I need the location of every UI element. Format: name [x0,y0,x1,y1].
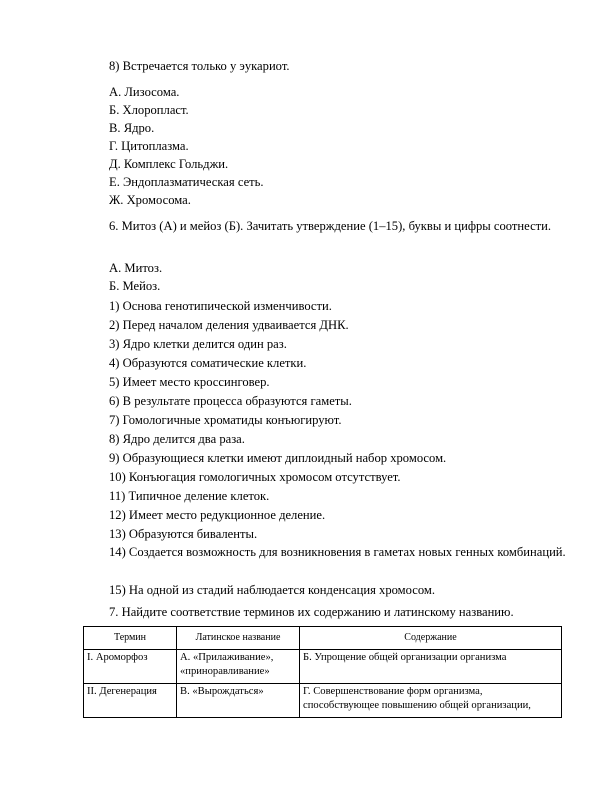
table-cell: Г. Совершенствование форм организма, способствующее повышению общей организации, [300,684,562,718]
q6-choice: Б. Мейоз. [109,279,161,293]
q6-statement: 13) Образуются биваленты. [109,527,258,541]
q6-statement: 3) Ядро клетки делится один раз. [109,337,287,351]
q5-option: Е. Эндоплазматическая сеть. [109,175,264,189]
table-cell: В. «Вырождаться» [177,684,300,718]
table-row [84,650,562,684]
q5-option: Б. Хлоропласт. [109,103,189,117]
q6-statement: 4) Образуются соматические клетки. [109,356,307,370]
q6-statement: 5) Имеет место кроссинговер. [109,375,270,389]
q6-statement: 12) Имеет место редукционное деление. [109,508,326,522]
q5-option: Д. Комплекс Гольджи. [109,157,229,171]
terms-table [83,626,562,718]
q6-choice: А. Митоз. [109,261,163,275]
q6-statement: 8) Ядро делится два раза. [109,432,245,446]
header-latin-name: Латинское название [177,627,300,650]
q5-option: Ж. Хромосома. [109,193,191,207]
q6-statement: 7) Гомологичные хроматиды конъюгируют. [109,413,342,427]
header-content: Содержание [300,627,562,650]
q6-statement: 14) Создается возможность для возникновения в гаметах новых генных комбинаций. [109,545,566,559]
header-term: Термин [84,627,177,650]
table-cell: Б. Упрощение общей организации организма [300,650,562,684]
q6-statement: 11) Типичное деление клеток. [109,489,270,503]
q5-option: А. Лизосома. [109,85,180,99]
q6-statement: 2) Перед началом деления удваивается ДНК. [109,318,349,332]
q5-option: Г. Цитоплазма. [109,139,189,153]
table-cell: I. Ароморфоз [84,650,177,684]
table-header-row [84,627,562,650]
q6-statement: 10) Конъюгация гомологичных хромосом отсутствует. [109,470,401,484]
q6-statement: 1) Основа генотипической изменчивости. [109,299,332,313]
q6-statement: 9) Образующиеся клетки имеют диплоидный набор хромосом. [109,451,447,465]
table-row [84,684,562,718]
q6-statement: 15) На одной из стадий наблюдается конденсация хромосом. [109,583,436,597]
q5-option: В. Ядро. [109,121,155,135]
q5-intro: 8) Встречается только у эукариот. [109,59,290,73]
q6-statement: 6) В результате процесса образуются гаметы. [109,394,352,408]
table-cell: II. Дегенерация [84,684,177,718]
table-cell: А. «Прилаживание», «приноравливание» [177,650,300,684]
q7-title: 7. Найдите соответствие терминов их содержанию и латинскому названию. [109,605,514,619]
q6-title: 6. Митоз (А) и мейоз (Б). Зачитать утверждение (1–15), буквы и цифры соотнести. [109,219,552,233]
